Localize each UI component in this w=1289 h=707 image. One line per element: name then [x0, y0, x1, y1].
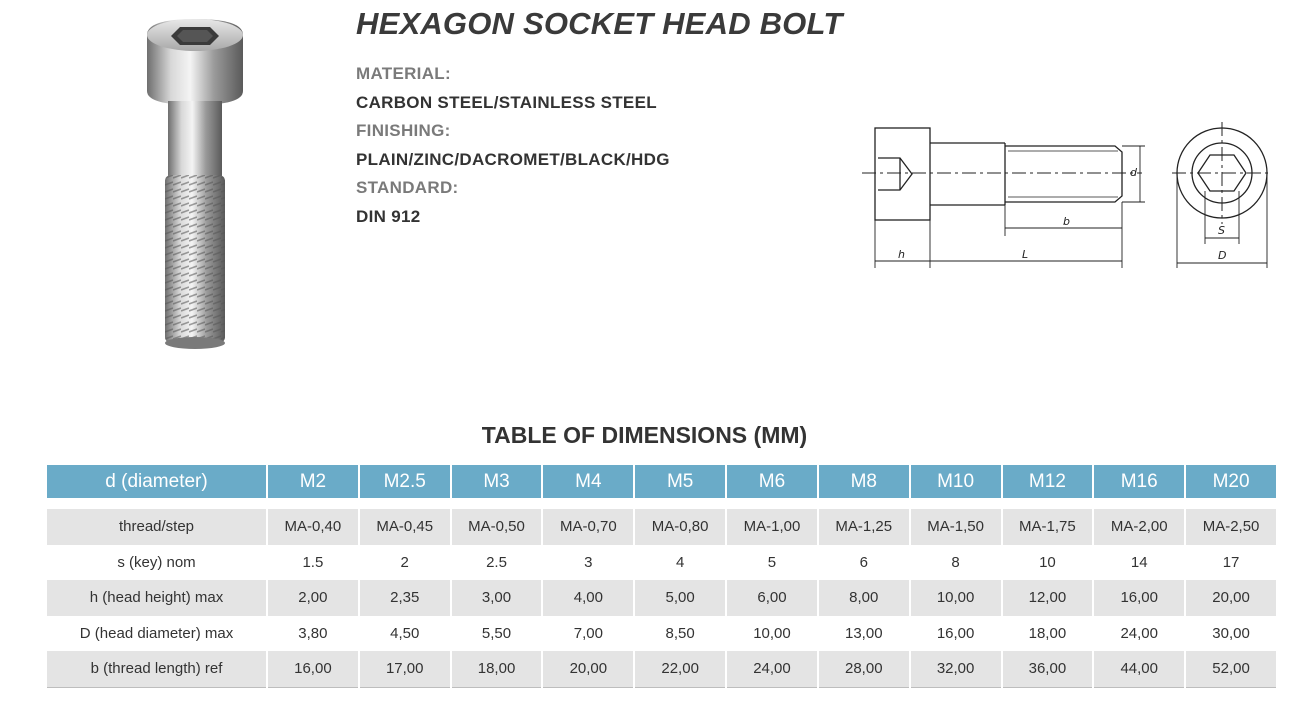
- table-cell: MA-0,45: [360, 509, 450, 545]
- table-cell: 22,00: [635, 651, 725, 688]
- header-size: M20: [1186, 465, 1276, 498]
- material-label: MATERIAL:: [356, 64, 451, 83]
- table-row: [47, 651, 1276, 688]
- label-h: h: [898, 248, 905, 261]
- table-cell: 6: [819, 545, 909, 581]
- table-cell: 3,80: [268, 616, 358, 652]
- table-cell: 20,00: [1186, 580, 1276, 616]
- header-size: M3: [452, 465, 542, 498]
- table-row: [47, 509, 1276, 545]
- header-size: M6: [727, 465, 817, 498]
- label-d: d: [1130, 166, 1137, 179]
- table-cell: 1.5: [268, 545, 358, 581]
- table-cell: 30,00: [1186, 616, 1276, 652]
- label-s: S: [1218, 224, 1225, 237]
- row-label: h (head height) max: [47, 580, 266, 616]
- row-label: D (head diameter) max: [47, 616, 266, 652]
- table-cell: MA-0,70: [543, 509, 633, 545]
- row-label: thread/step: [47, 509, 266, 545]
- table-cell: 2.5: [452, 545, 542, 581]
- label-b: b: [1063, 215, 1070, 228]
- table-cell: 10,00: [911, 580, 1001, 616]
- table-cell: 4,50: [360, 616, 450, 652]
- table-cell: 7,00: [543, 616, 633, 652]
- table-cell: 52,00: [1186, 651, 1276, 688]
- table-cell: 10,00: [727, 616, 817, 652]
- table-cell: 16,00: [911, 616, 1001, 652]
- table-cell: 10: [1003, 545, 1093, 581]
- product-specs: [356, 64, 670, 235]
- table-cell: MA-0,40: [268, 509, 358, 545]
- table-cell: MA-1,25: [819, 509, 909, 545]
- table-cell: 24,00: [1094, 616, 1184, 652]
- table-cell: 8: [911, 545, 1001, 581]
- table-cell: MA-0,80: [635, 509, 725, 545]
- table-cell: MA-2,50: [1186, 509, 1276, 545]
- table-cell: 5,50: [452, 616, 542, 652]
- table-row: [47, 616, 1276, 652]
- row-label: b (thread length) ref: [47, 651, 266, 688]
- table-cell: MA-1,75: [1003, 509, 1093, 545]
- dimensions-table: [45, 465, 1278, 688]
- table-cell: 8,50: [635, 616, 725, 652]
- table-cell: 16,00: [1094, 580, 1184, 616]
- table-cell: 2,35: [360, 580, 450, 616]
- table-cell: 2: [360, 545, 450, 581]
- table-cell: 16,00: [268, 651, 358, 688]
- table-cell: 4: [635, 545, 725, 581]
- table-header-row: [47, 465, 1276, 498]
- table-cell: 5,00: [635, 580, 725, 616]
- header-size: M12: [1003, 465, 1093, 498]
- header-size: M4: [543, 465, 633, 498]
- table-row: [47, 580, 1276, 616]
- table-title: TABLE OF DIMENSIONS (MM): [481, 422, 808, 448]
- table-row: [47, 545, 1276, 581]
- label-D: D: [1218, 249, 1227, 262]
- table-cell: 3: [543, 545, 633, 581]
- header-diameter: d (diameter): [47, 465, 266, 498]
- table-cell: MA-2,00: [1094, 509, 1184, 545]
- table-cell: MA-1,50: [911, 509, 1001, 545]
- table-cell: 20,00: [543, 651, 633, 688]
- table-cell: 17: [1186, 545, 1276, 581]
- header-size: M2.5: [360, 465, 450, 498]
- technical-drawing: [860, 118, 1280, 278]
- table-cell: 8,00: [819, 580, 909, 616]
- header-size: M8: [819, 465, 909, 498]
- bolt-photo: [125, 5, 265, 355]
- row-label: s (key) nom: [47, 545, 266, 581]
- table-cell: MA-0,50: [452, 509, 542, 545]
- table-cell: 18,00: [452, 651, 542, 688]
- finishing-label: FINISHING:: [356, 121, 451, 140]
- table-cell: 2,00: [268, 580, 358, 616]
- material-value: CARBON STEEL/STAINLESS STEEL: [356, 92, 657, 112]
- table-cell: 32,00: [911, 651, 1001, 688]
- header-size: M2: [268, 465, 358, 498]
- table-cell: 28,00: [819, 651, 909, 688]
- table-cell: 18,00: [1003, 616, 1093, 652]
- table-cell: MA-1,00: [727, 509, 817, 545]
- table-cell: 6,00: [727, 580, 817, 616]
- table-cell: 36,00: [1003, 651, 1093, 688]
- table-cell: 14: [1094, 545, 1184, 581]
- table-cell: 17,00: [360, 651, 450, 688]
- standard-value: DIN 912: [356, 206, 421, 226]
- table-cell: 5: [727, 545, 817, 581]
- table-cell: 13,00: [819, 616, 909, 652]
- table-cell: 3,00: [452, 580, 542, 616]
- standard-label: STANDARD:: [356, 178, 459, 197]
- table-cell: 24,00: [727, 651, 817, 688]
- table-cell: 4,00: [543, 580, 633, 616]
- finishing-value: PLAIN/ZINC/DACROMET/BLACK/HDG: [356, 149, 670, 169]
- product-title: HEXAGON SOCKET HEAD BOLT: [356, 6, 843, 41]
- header-size: M10: [911, 465, 1001, 498]
- header-size: M16: [1094, 465, 1184, 498]
- label-L: L: [1022, 248, 1029, 261]
- table-cell: 12,00: [1003, 580, 1093, 616]
- table-cell: 44,00: [1094, 651, 1184, 688]
- header-size: M5: [635, 465, 725, 498]
